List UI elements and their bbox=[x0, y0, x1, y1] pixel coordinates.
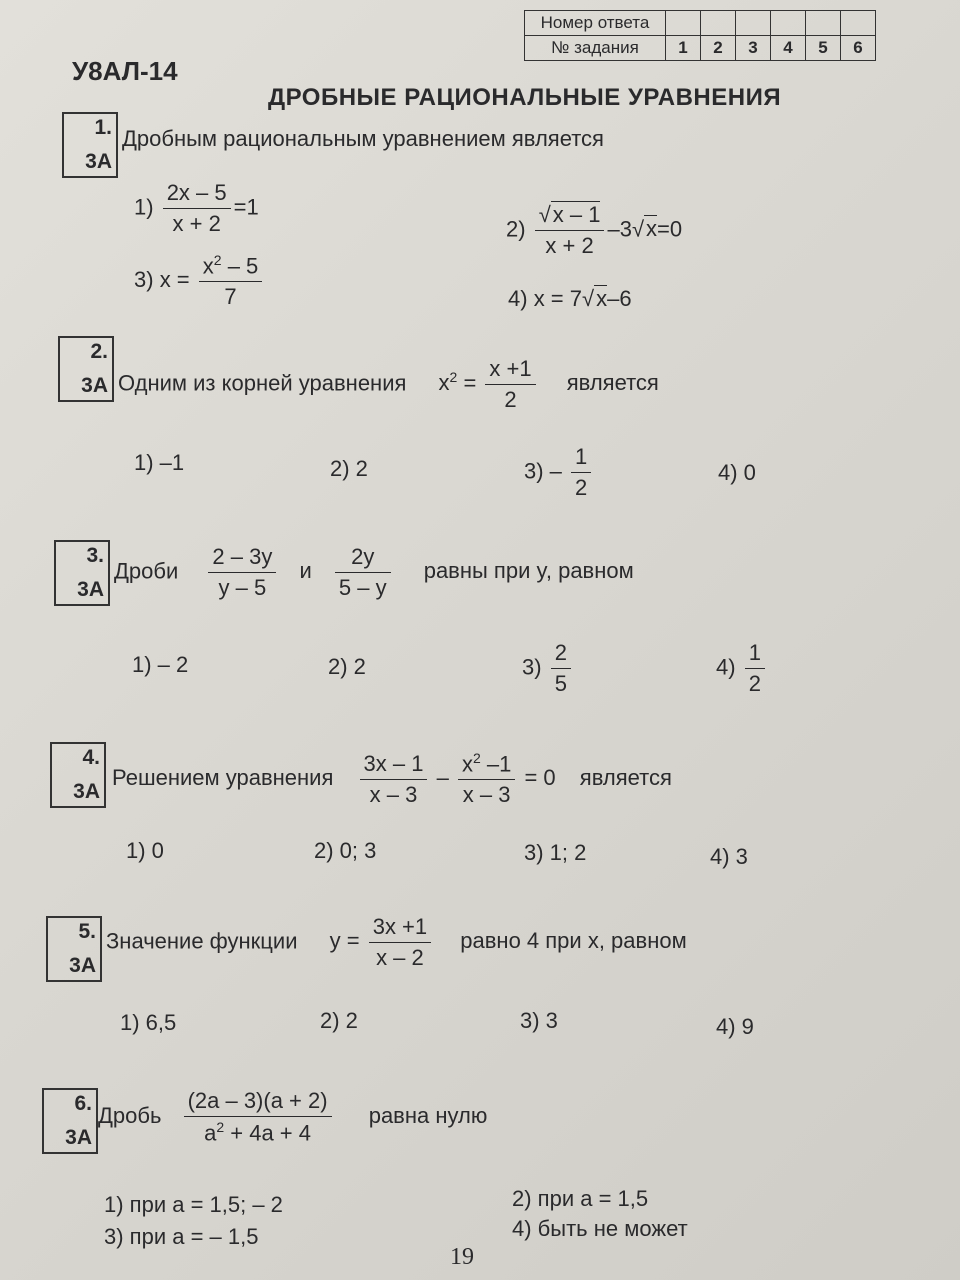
task-6-option-2[interactable]: 2) при a = 1,5 bbox=[512, 1186, 649, 1211]
task-index: 6 bbox=[841, 36, 876, 61]
task-2-option-2[interactable]: 2) 2 bbox=[330, 456, 368, 481]
task-level: 3А bbox=[85, 150, 112, 173]
fraction: $\frac{1}{2}$ bbox=[745, 640, 765, 697]
task-number: 5. bbox=[78, 920, 96, 943]
task-1-box bbox=[62, 112, 118, 178]
fraction: $\frac{3x +1}{x - 2}$ bbox=[369, 914, 431, 971]
task-number: 1. bbox=[94, 116, 112, 139]
task-index: 5 bbox=[806, 36, 841, 61]
task-6-option-3[interactable]: 3) при a = – 1,5 bbox=[104, 1224, 259, 1249]
task-index: 2 bbox=[701, 36, 736, 61]
worksheet-code: У8АЛ-14 bbox=[72, 56, 178, 86]
fraction: $\frac{2x - 5}{x + 2}$ bbox=[163, 180, 231, 237]
task-level: 3А bbox=[81, 374, 108, 397]
task-6-question: Дробь $\frac{(2a - 3)(a + 2)}{a^2 + 4a + 4}$ равна нулю bbox=[98, 1088, 488, 1146]
task-4-option-4[interactable]: 4) 3 bbox=[710, 844, 748, 869]
task-6-box bbox=[42, 1088, 98, 1154]
task-4-option-1[interactable]: 1) 0 bbox=[126, 838, 164, 863]
task-5-option-1[interactable]: 1) 6,5 bbox=[120, 1010, 177, 1035]
answer-cell[interactable] bbox=[701, 11, 736, 36]
fraction: $\frac{x +1}{2}$ bbox=[485, 356, 535, 413]
fraction: $\frac{x^2 -1}{x - 3}$ bbox=[458, 750, 515, 808]
task-3-option-2[interactable]: 2) 2 bbox=[328, 654, 366, 679]
answer-number-label: Номер ответа bbox=[525, 11, 666, 36]
task-5-option-3[interactable]: 3) 3 bbox=[520, 1008, 558, 1033]
task-1-option-2[interactable]: 2) $\frac{√x - 1}{x + 2}$ –3√x=0 bbox=[506, 202, 683, 258]
task-2-option-4[interactable]: 4) 0 bbox=[718, 460, 756, 485]
task-level: 3А bbox=[69, 954, 96, 977]
fraction: $\frac{2}{5}$ bbox=[551, 640, 571, 697]
answer-cell[interactable] bbox=[806, 11, 841, 36]
task-3-option-4[interactable]: 4) $\frac{1}{2}$ bbox=[716, 640, 768, 697]
task-3-option-1[interactable]: 1) – 2 bbox=[132, 652, 189, 677]
task-3-question: Дроби $\frac{2 - 3y}{y - 5}$ и $\frac{2y}{5 - y}$ равны при y, равном bbox=[114, 544, 634, 600]
task-1-option-1[interactable]: 1) $\frac{2x - 5}{x + 2}$ =1 bbox=[134, 180, 259, 236]
task-2-question: Одним из корней уравнения $x^2$ = $\frac{x +1}{2}$ является bbox=[118, 356, 659, 412]
task-level: 3А bbox=[77, 578, 104, 601]
task-4-question: Решением уравнения $\frac{3x - 1}{x - 3}$ – $\frac{x^2 -1}{x - 3}$ = 0 является bbox=[112, 750, 672, 808]
task-2-box bbox=[58, 336, 114, 402]
task-number-label: № задания bbox=[525, 36, 666, 61]
task-6-option-1[interactable]: 1) при a = 1,5; – 2 bbox=[104, 1192, 283, 1217]
task-number: 2. bbox=[90, 340, 108, 363]
fraction: $\frac{3x - 1}{x - 3}$ bbox=[360, 751, 428, 808]
answer-cell[interactable] bbox=[841, 11, 876, 36]
fraction: $\frac{2 - 3y}{y - 5}$ bbox=[208, 544, 276, 601]
task-4-option-3[interactable]: 3) 1; 2 bbox=[524, 840, 587, 865]
task-6-option-4[interactable]: 4) быть не может bbox=[512, 1216, 688, 1241]
fraction: $\frac{2y}{5 - y}$ bbox=[335, 544, 391, 601]
fraction: $\frac{(2a - 3)(a + 2)}{a^2 + 4a + 4}$ bbox=[184, 1088, 332, 1146]
task-1-option-3[interactable]: 3) x = $\frac{x^2 - 5}{7}$ bbox=[134, 252, 265, 310]
task-number: 4. bbox=[82, 746, 100, 769]
task-4-option-2[interactable]: 2) 0; 3 bbox=[314, 838, 377, 863]
task-4-box bbox=[50, 742, 106, 808]
task-index: 1 bbox=[666, 36, 701, 61]
answer-cell[interactable] bbox=[666, 11, 701, 36]
task-5-option-4[interactable]: 4) 9 bbox=[716, 1014, 754, 1039]
task-level: 3А bbox=[73, 780, 100, 803]
task-level: 3А bbox=[65, 1126, 92, 1149]
fraction: $\frac{√x - 1}{x + 2}$ bbox=[535, 202, 605, 259]
task-3-box bbox=[54, 540, 110, 606]
page-title: ДРОБНЫЕ РАЦИОНАЛЬНЫЕ УРАВНЕНИЯ bbox=[268, 84, 782, 111]
task-3-option-3[interactable]: 3) $\frac{2}{5}$ bbox=[522, 640, 574, 697]
task-2-option-3[interactable]: 3) – $\frac{1}{2}$ bbox=[524, 444, 594, 501]
task-5-option-2[interactable]: 2) 2 bbox=[320, 1008, 358, 1033]
task-1-option-4[interactable]: 4) x = 7√x–6 bbox=[508, 286, 632, 311]
task-number: 3. bbox=[86, 544, 104, 567]
task-index: 4 bbox=[771, 36, 806, 61]
answer-cell[interactable] bbox=[736, 11, 771, 36]
task-number: 6. bbox=[74, 1092, 92, 1115]
task-5-question: Значение функции y = $\frac{3x +1}{x - 2}$ равно 4 при x, равном bbox=[106, 914, 687, 970]
fraction: $\frac{1}{2}$ bbox=[571, 444, 591, 501]
answer-cell[interactable] bbox=[771, 11, 806, 36]
fraction: $\frac{x^2 - 5}{7}$ bbox=[199, 252, 263, 310]
task-2-option-1[interactable]: 1) –1 bbox=[134, 450, 185, 475]
task-5-box bbox=[46, 916, 102, 982]
task-index: 3 bbox=[736, 36, 771, 61]
task-1-question: Дробным рациональным уравнением является bbox=[122, 126, 604, 151]
page-number: 19 bbox=[450, 1244, 474, 1270]
answer-table bbox=[524, 10, 876, 61]
